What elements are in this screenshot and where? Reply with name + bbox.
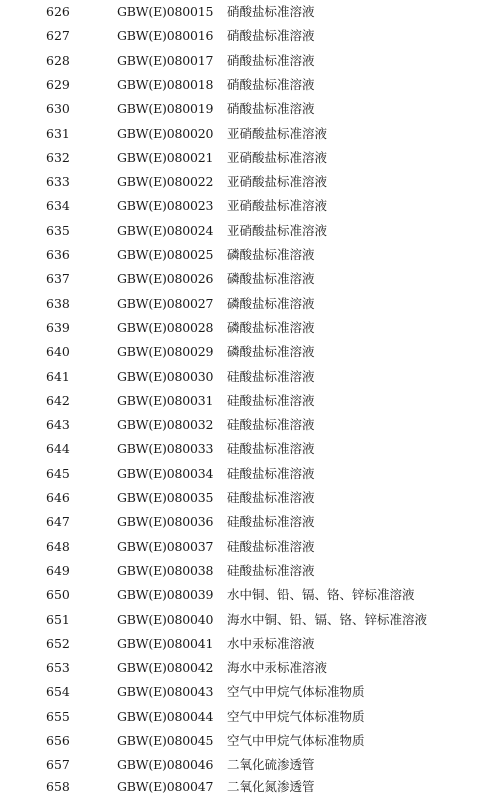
material-name: 磷酸盐标准溶液 (227, 271, 315, 287)
material-code: GBW(E)080042 (117, 660, 214, 676)
table-row (0, 510, 500, 534)
row-number: 651 (46, 611, 70, 627)
material-code: GBW(E)080022 (117, 174, 214, 190)
table-row (0, 170, 500, 194)
row-number: 641 (46, 368, 70, 384)
material-code: GBW(E)080034 (117, 465, 214, 481)
row-number: 630 (46, 101, 70, 117)
material-code: GBW(E)080037 (117, 538, 214, 554)
material-code: GBW(E)080028 (117, 319, 214, 335)
material-name: 空气中甲烷气体标准物质 (227, 733, 365, 748)
row-number: 647 (46, 514, 70, 530)
material-name: 磷酸盐标准溶液 (227, 344, 315, 360)
material-name: 硅酸盐标准溶液 (227, 538, 315, 554)
material-name: 磷酸盐标准溶液 (227, 319, 315, 335)
row-number: 646 (46, 490, 70, 505)
table-row (0, 535, 500, 559)
row-number: 635 (46, 222, 70, 238)
row-number: 638 (46, 295, 70, 311)
table-row (0, 122, 500, 146)
material-code: GBW(E)080047 (117, 779, 214, 794)
material-code: GBW(E)080041 (117, 635, 214, 651)
material-code: GBW(E)080024 (117, 222, 214, 238)
row-number: 629 (46, 76, 70, 92)
table-row (0, 146, 500, 170)
material-code: GBW(E)080018 (117, 76, 214, 92)
material-code: GBW(E)080038 (117, 562, 214, 578)
row-number: 642 (46, 392, 70, 408)
material-code: GBW(E)080044 (117, 708, 214, 724)
material-name: 海水中铜、铅、镉、铬、锌标准溶液 (227, 611, 428, 627)
table-row (0, 437, 500, 461)
material-name: 硝酸盐标准溶液 (227, 76, 315, 92)
material-name: 二氧化氮渗透管 (227, 779, 315, 794)
material-code: GBW(E)080045 (117, 733, 214, 748)
material-name: 亚硝酸盐标准溶液 (227, 125, 328, 141)
material-code: GBW(E)080021 (117, 149, 214, 165)
material-name: 二氧化硫渗透管 (227, 757, 315, 773)
table-row (0, 705, 500, 729)
table-row (0, 729, 500, 753)
row-number: 648 (46, 538, 70, 554)
table-row (0, 292, 500, 316)
row-number: 631 (46, 125, 70, 141)
material-code: GBW(E)080029 (117, 344, 214, 360)
table-row (0, 0, 500, 24)
material-name: 水中铜、铅、镉、铬、锌标准溶液 (227, 587, 415, 603)
material-name: 亚硝酸盐标准溶液 (227, 222, 328, 238)
material-code: GBW(E)080027 (117, 295, 214, 311)
row-number: 658 (46, 779, 70, 794)
material-name: 硝酸盐标准溶液 (227, 28, 315, 44)
row-number: 652 (46, 635, 70, 651)
table-row (0, 389, 500, 413)
table-row (0, 267, 500, 291)
material-name: 海水中汞标准溶液 (227, 660, 328, 676)
material-code: GBW(E)080033 (117, 441, 214, 457)
table-row (0, 194, 500, 218)
row-number: 657 (46, 757, 70, 773)
material-code: GBW(E)080017 (117, 52, 214, 68)
material-code: GBW(E)080031 (117, 392, 214, 408)
row-number: 632 (46, 149, 70, 165)
row-number: 643 (46, 417, 70, 433)
material-name: 亚硝酸盐标准溶液 (227, 198, 328, 214)
table-row (0, 219, 500, 243)
row-number: 654 (46, 684, 70, 700)
material-name: 硝酸盐标准溶液 (227, 4, 315, 19)
material-code: GBW(E)080030 (117, 368, 214, 384)
table-row (0, 632, 500, 656)
table-row (0, 73, 500, 97)
material-name: 空气中甲烷气体标准物质 (227, 708, 365, 724)
material-name: 硅酸盐标准溶液 (227, 417, 315, 433)
row-number: 649 (46, 562, 70, 578)
material-code: GBW(E)080035 (117, 490, 214, 505)
material-code: GBW(E)080043 (117, 684, 214, 700)
row-number: 636 (46, 247, 70, 262)
table-row (0, 608, 500, 632)
material-code: GBW(E)080046 (117, 757, 214, 773)
row-number: 655 (46, 708, 70, 724)
table-row (0, 486, 500, 510)
row-number: 628 (46, 52, 70, 68)
material-code: GBW(E)080015 (117, 4, 214, 19)
material-code: GBW(E)080023 (117, 198, 214, 214)
table-row (0, 316, 500, 340)
row-number: 640 (46, 344, 70, 360)
material-name: 硅酸盐标准溶液 (227, 514, 315, 530)
row-number: 637 (46, 271, 70, 287)
material-code: GBW(E)080026 (117, 271, 214, 287)
material-name: 硅酸盐标准溶液 (227, 392, 315, 408)
table-row (0, 462, 500, 486)
material-name: 硅酸盐标准溶液 (227, 465, 315, 481)
row-number: 653 (46, 660, 70, 676)
material-name: 亚硝酸盐标准溶液 (227, 149, 328, 165)
row-number: 645 (46, 465, 70, 481)
table-row (0, 775, 500, 799)
material-code: GBW(E)080025 (117, 247, 214, 262)
table-row (0, 753, 500, 777)
material-name: 硝酸盐标准溶液 (227, 52, 315, 68)
material-name: 磷酸盐标准溶液 (227, 247, 315, 262)
row-number: 626 (46, 4, 70, 19)
row-number: 634 (46, 198, 70, 214)
material-code: GBW(E)080020 (117, 125, 214, 141)
material-code: GBW(E)080036 (117, 514, 214, 530)
material-name: 水中汞标准溶液 (227, 635, 315, 651)
row-number: 650 (46, 587, 70, 603)
row-number: 639 (46, 319, 70, 335)
table-row (0, 583, 500, 607)
material-code: GBW(E)080039 (117, 587, 214, 603)
material-name: 空气中甲烷气体标准物质 (227, 684, 365, 700)
row-number: 656 (46, 733, 70, 748)
material-name: 磷酸盐标准溶液 (227, 295, 315, 311)
row-number: 627 (46, 28, 70, 44)
table-row (0, 680, 500, 704)
table-row (0, 243, 500, 267)
table-row (0, 365, 500, 389)
material-name: 硅酸盐标准溶液 (227, 490, 315, 505)
material-code: GBW(E)080019 (117, 101, 214, 117)
material-name: 硅酸盐标准溶液 (227, 368, 315, 384)
table-row (0, 656, 500, 680)
material-name: 硅酸盐标准溶液 (227, 441, 315, 457)
table-row (0, 413, 500, 437)
material-code: GBW(E)080032 (117, 417, 214, 433)
material-name: 亚硝酸盐标准溶液 (227, 174, 328, 190)
row-number: 644 (46, 441, 70, 457)
table-row (0, 49, 500, 73)
table-row (0, 340, 500, 364)
table-row (0, 24, 500, 48)
material-code: GBW(E)080016 (117, 28, 214, 44)
material-name: 硅酸盐标准溶液 (227, 562, 315, 578)
row-number: 633 (46, 174, 70, 190)
material-code: GBW(E)080040 (117, 611, 214, 627)
table-row (0, 559, 500, 583)
table-row (0, 97, 500, 121)
material-name: 硝酸盐标准溶液 (227, 101, 315, 117)
